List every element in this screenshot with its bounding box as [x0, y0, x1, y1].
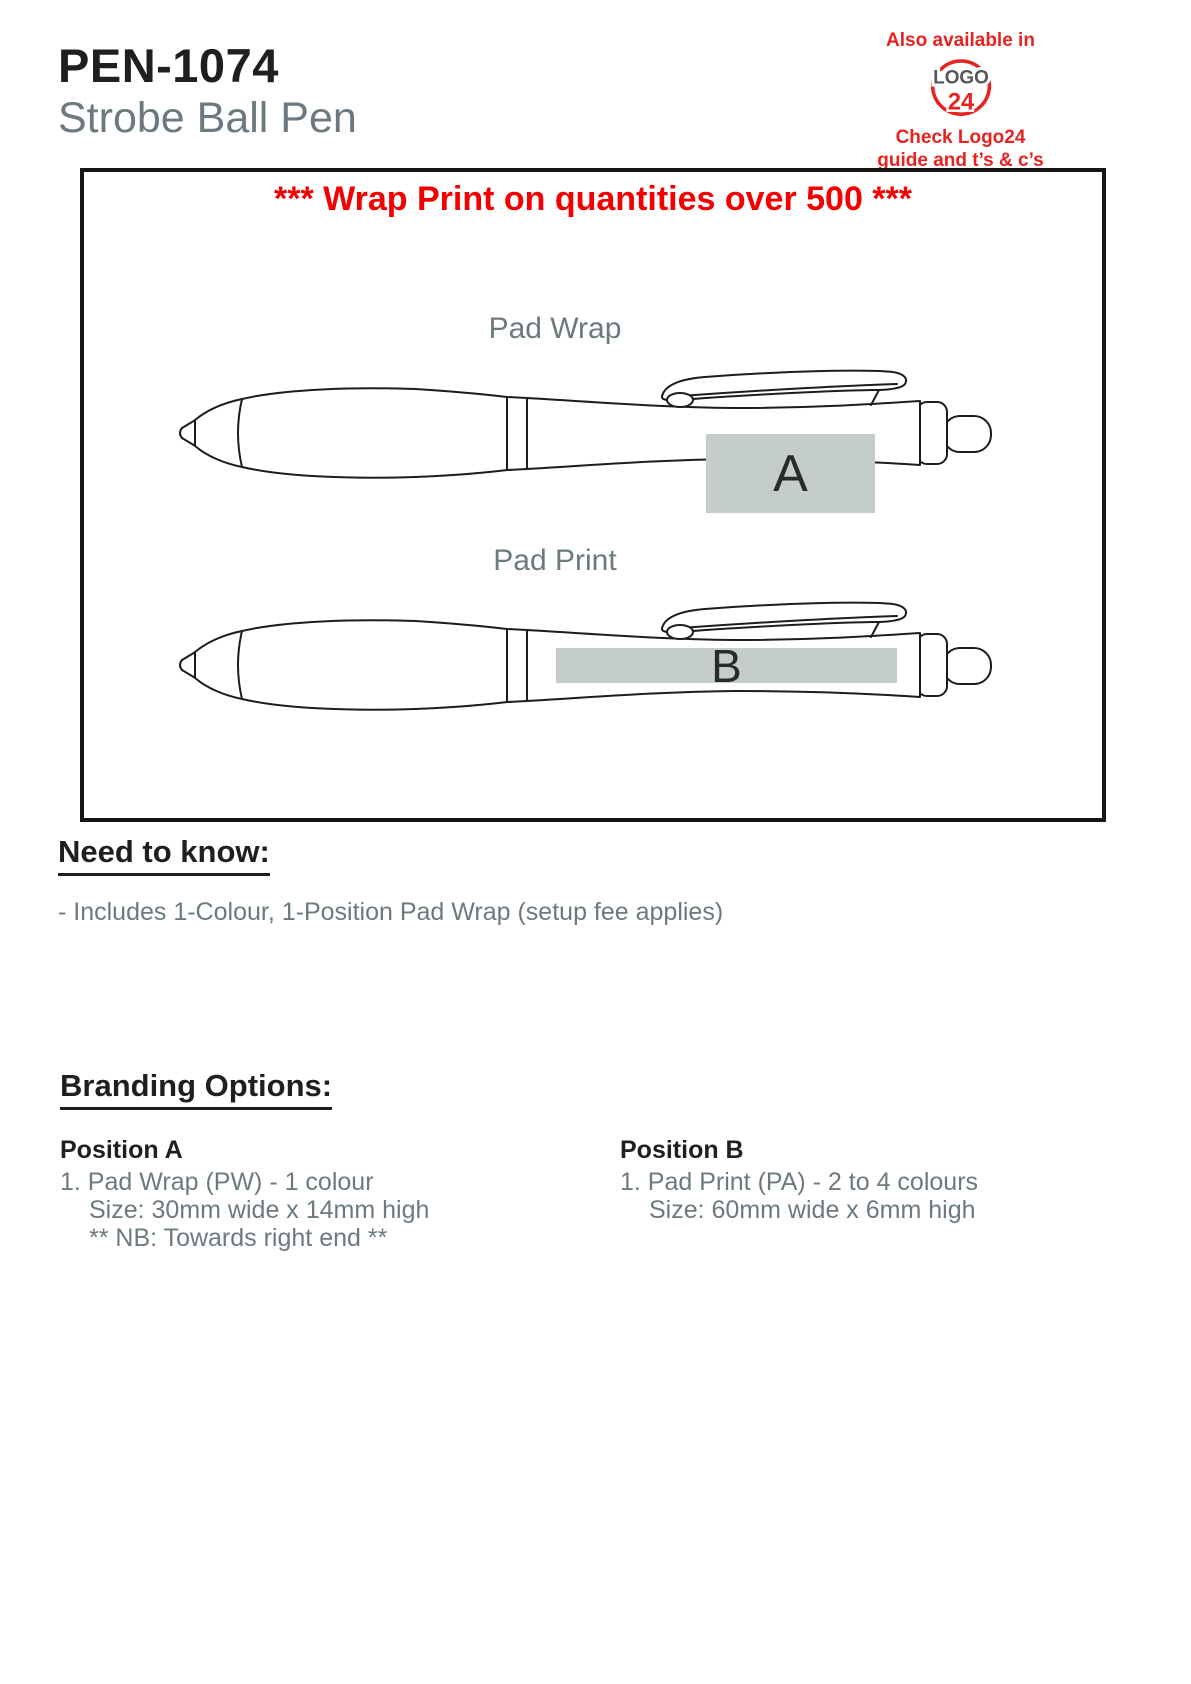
position-b-title: Position B	[620, 1136, 744, 1164]
pen-label-pad-wrap: Pad Wrap	[488, 312, 622, 345]
pen-button	[943, 648, 991, 684]
marker-letter-b: B	[711, 639, 742, 692]
pen-collar	[917, 402, 947, 464]
position-a-note: ** NB: Towards right end **	[89, 1224, 388, 1252]
print-area-a	[706, 434, 875, 513]
position-a-column	[60, 1136, 580, 1252]
position-a-line: 1. Pad Wrap (PW) - 1 colour	[60, 1168, 374, 1196]
pen-clip-ball	[667, 625, 693, 639]
product-code-title: PEN-1074	[58, 39, 279, 92]
also-available-label: Also available in	[886, 30, 1035, 51]
position-b-column	[620, 1136, 1140, 1224]
pen-button	[943, 416, 991, 452]
product-name-subtitle: Strobe Ball Pen	[58, 94, 357, 142]
logo24-badge	[838, 30, 1083, 172]
pen-clip-ball	[667, 393, 693, 407]
need-to-know-item: - Includes 1-Colour, 1-Position Pad Wrap (setup fee applies)	[58, 898, 724, 926]
wrap-print-notice: *** Wrap Print on quantities over 500 ***	[274, 180, 912, 218]
position-a-size: Size: 30mm wide x 14mm high	[89, 1196, 430, 1224]
marker-letter-a: A	[773, 444, 808, 503]
branding-options-heading: Branding Options:	[60, 1068, 332, 1110]
print-area-b	[556, 639, 897, 692]
logo24-number-text: 24	[947, 89, 974, 116]
check-logo24-label: Check Logo24	[895, 127, 1026, 148]
pen-label-pad-print: Pad Print	[493, 544, 617, 577]
position-b-line: 1. Pad Print (PA) - 2 to 4 colours	[620, 1168, 979, 1196]
pen-collar	[917, 634, 947, 696]
diagram-frame	[80, 168, 1106, 822]
need-to-know-heading: Need to know:	[58, 834, 270, 876]
logo24-logo-text: LOGO	[932, 67, 989, 89]
position-b-size: Size: 60mm wide x 6mm high	[649, 1196, 976, 1224]
position-a-title: Position A	[60, 1136, 183, 1164]
logo24-terms-label: guide and t’s & c’s	[877, 150, 1044, 171]
logo24-mark-icon	[923, 54, 999, 125]
